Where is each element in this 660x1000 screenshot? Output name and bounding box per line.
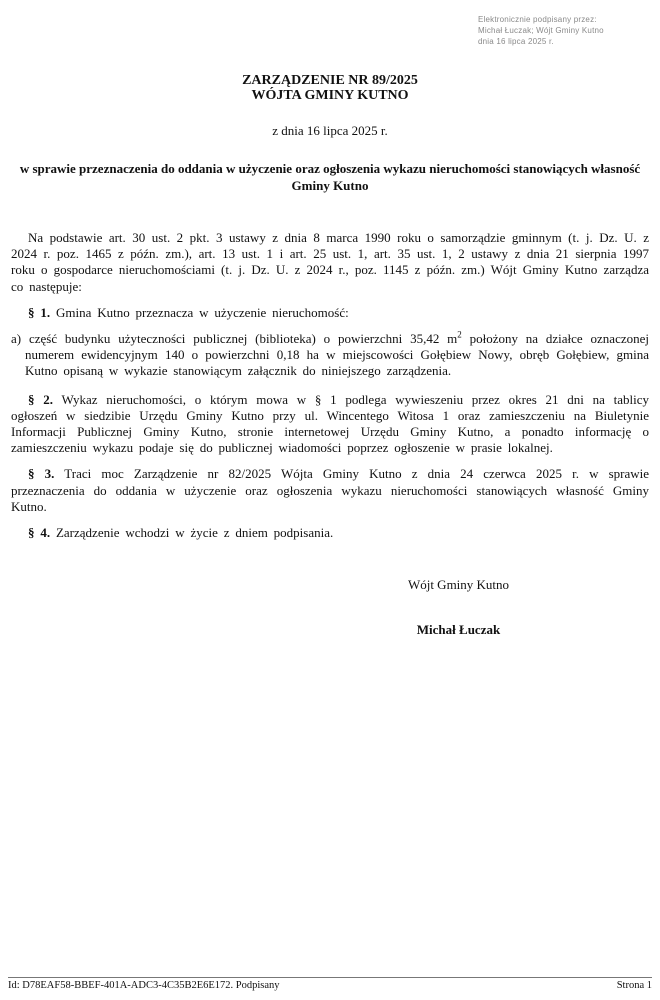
stamp-line-1: Elektronicznie podpisany przez: bbox=[478, 15, 597, 24]
section-3-text: Traci moc Zarządzenie nr 82/2025 Wójta Gminy Kutno z dnia 24 czerwca 2025 r. w sprawie przeznaczenia do oddania w użyczenie oraz ogłoszenia wykazu nieruchomości stanowiących własność Gminy Kutno. bbox=[11, 466, 650, 514]
item-a-marker: a) bbox=[11, 331, 22, 347]
section-1-number: § 1. bbox=[28, 304, 51, 320]
section-1-paragraph bbox=[11, 305, 649, 321]
signature-block bbox=[356, 577, 561, 638]
signature-role: Wójt Gminy Kutno bbox=[407, 577, 510, 592]
preamble-paragraph: Na podstawie art. 30 ust. 2 pkt. 3 ustawy z dnia 8 marca 1990 roku o samorządzie gminnym (t. j. Dz. U. z 2024 r. poz. 1465 z późn. zm.), art. 13 ust. 1 i art. 25 ust. 1, art. 35 ust. 1, 2 ustawy z dnia 21 sierpnia 1997 roku o gospodarce nieruchomościami (t. j. Dz. U. z 2024 r., poz. 1145 z późn. zm.) Wójt Gminy Kutno zarządza co następuje: bbox=[11, 230, 649, 294]
document-subject: w sprawie przeznaczenia do oddania w użyczenie oraz ogłoszenia wykazu nieruchomości stanowiących własność Gminy Kutno bbox=[19, 161, 641, 193]
section-3-paragraph bbox=[11, 466, 649, 515]
section-2-text: Wykaz nieruchomości, o którym mowa w § 1 podlega wywieszeniu przez okres 21 dni na tablicy ogłoszeń w siedzibie Urzędu Gminy Kutno przy ul. Wincentego Witosa 1 oraz zamieszczeniu na Biuletynie Informacji Publicznej Gminy Kutno, stronie internetowej Urzędu Gminy Kutno, a ponadto informację o zamieszczeniu wykazu podaje się do publicznej wiadomości poprzez ogłoszenie w prasie lokalnej. bbox=[11, 391, 649, 456]
item-a-paragraph bbox=[11, 331, 649, 380]
document-text bbox=[11, 230, 649, 541]
item-a-superscript: 2 bbox=[457, 329, 462, 340]
stamp-line-3: dnia 16 lipca 2025 r. bbox=[478, 37, 554, 46]
title-line-2: WÓJTA GMINY KUTNO bbox=[251, 88, 409, 103]
document-title bbox=[11, 73, 649, 103]
section-1-text: Gmina Kutno przeznacza w użyczenie nieruchomość: bbox=[55, 304, 349, 320]
section-4-text: Zarządzenie wchodzi w życie z dniem podpisania. bbox=[55, 525, 334, 541]
item-a-text-end: położony na działce oznaczonej numerem ewidencyjnym 140 o powierzchni 0,18 ha w miejscowości Gołębiew Nowy, obręb Gołębiew, gmina Kutno opisaną w wykazie stanowiącym załącznik do niniejszego zarządzenia. bbox=[25, 331, 649, 379]
section-4-number: § 4. bbox=[28, 525, 51, 541]
page-footer bbox=[8, 977, 652, 991]
title-line-1: ZARZĄDZENIE NR 89/2025 bbox=[242, 73, 418, 88]
section-4-paragraph bbox=[11, 525, 649, 541]
signature-name: Michał Łuczak bbox=[416, 622, 501, 637]
document-body bbox=[11, 73, 649, 551]
footer-document-id: Id: D78EAF58-BBEF-401A-ADC3-4C35B2E6E172. Podpisany bbox=[8, 980, 280, 991]
footer-page-number: Strona 1 bbox=[616, 980, 652, 991]
stamp-line-2: Michał Łuczak; Wójt Gminy Kutno bbox=[478, 26, 604, 35]
section-2-paragraph bbox=[11, 392, 649, 457]
electronic-signature-stamp bbox=[478, 14, 648, 47]
section-2-number: § 2. bbox=[28, 391, 53, 407]
section-3-number: § 3. bbox=[28, 466, 55, 482]
document-date: z dnia 16 lipca 2025 r. bbox=[272, 123, 388, 138]
item-a-text-start: część budynku użyteczności publicznej (biblioteka) o powierzchni 35,42 m bbox=[28, 331, 458, 347]
